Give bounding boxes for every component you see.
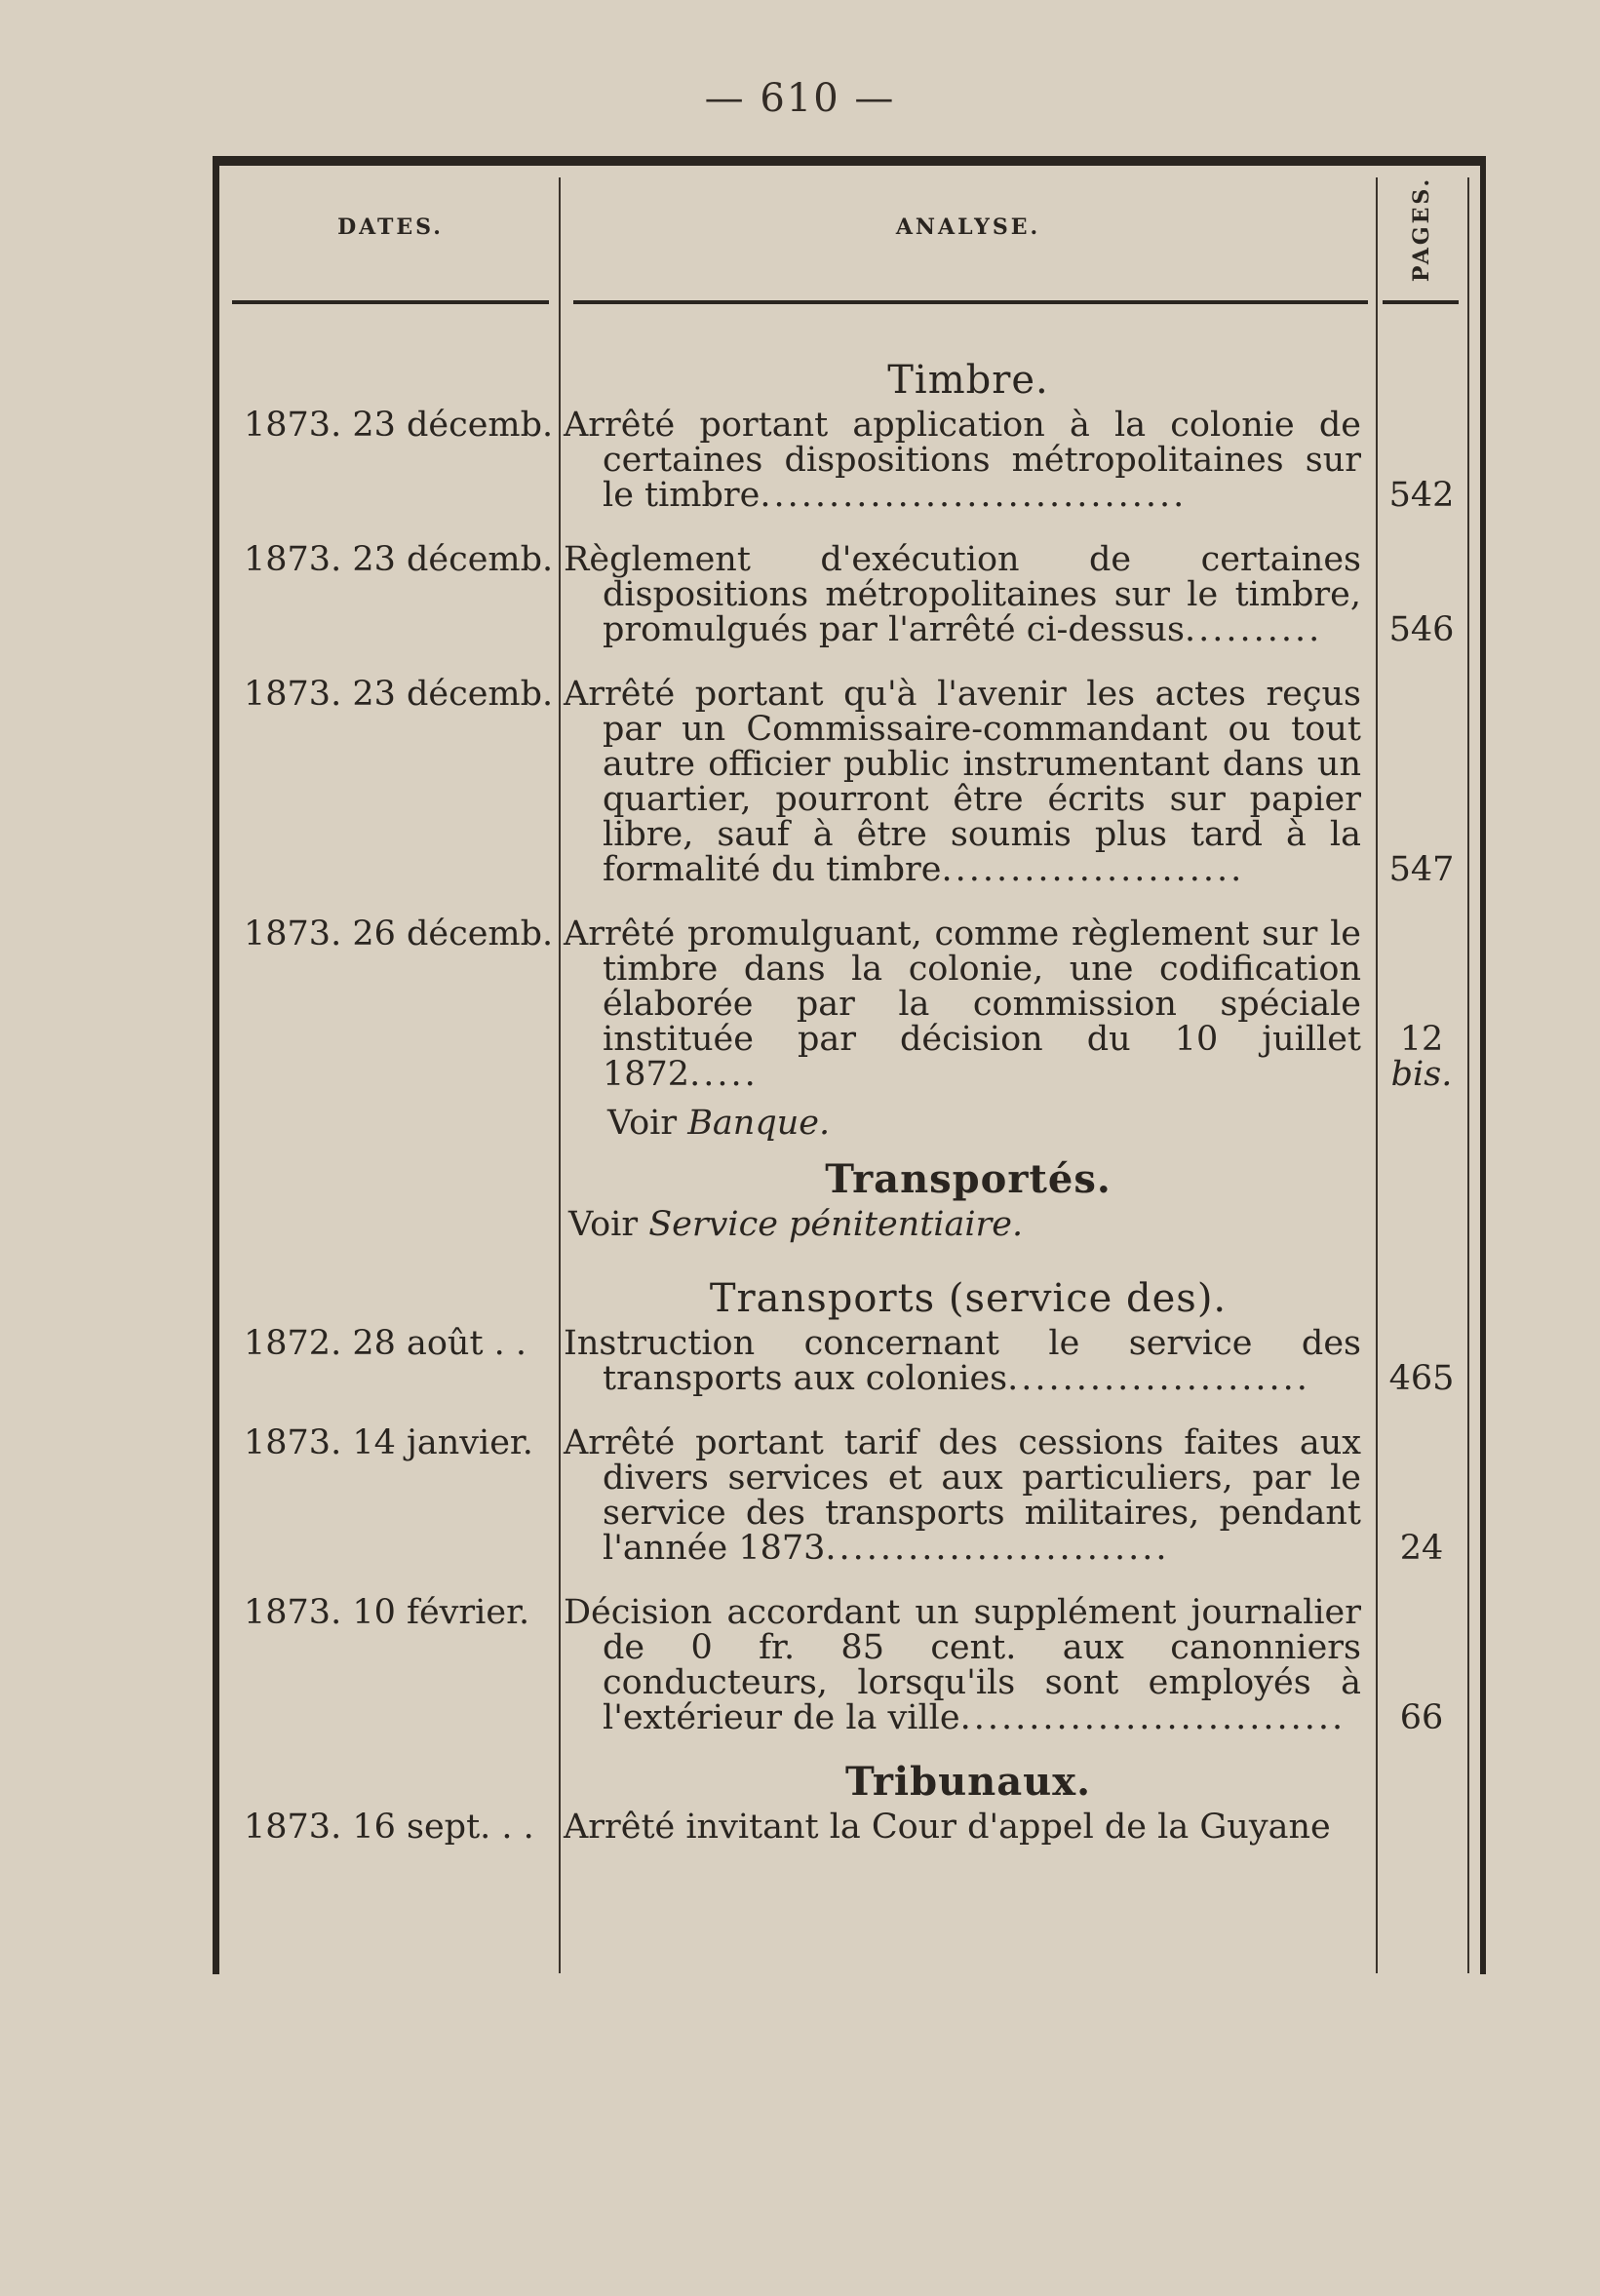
header-rule bbox=[573, 300, 1368, 304]
entry-date: 1873. 14 janvier. bbox=[244, 1423, 533, 1462]
table-row bbox=[213, 1595, 1486, 1735]
table-row bbox=[213, 1326, 1486, 1396]
entry-analysis bbox=[564, 1326, 1361, 1396]
entry-date: 1873. 23 décemb. bbox=[244, 406, 554, 445]
entry-analysis bbox=[564, 542, 1361, 647]
header-pages-label: PAGES. bbox=[1409, 175, 1434, 283]
entry-date: 1873. 23 décemb. bbox=[244, 540, 554, 579]
dot-leader: ............................ bbox=[959, 1698, 1346, 1737]
top-rule bbox=[213, 156, 1486, 166]
dot-leader: ...................... bbox=[941, 850, 1245, 889]
entry-text: Règlement d'exécution de certaines dispositions métropolitaines sur le timbre, promulgués par l'arrêté ci-dessus bbox=[564, 540, 1361, 649]
entry-text: Arrêté promulguant, comme règlement sur le timbre dans la colonie, une codification élaborée par la commission spéciale instituée par décision du 10 juillet 1872 bbox=[564, 915, 1361, 1094]
section-title: Transportés. bbox=[825, 1156, 1112, 1202]
see-reference: Banque. bbox=[687, 1104, 831, 1143]
entry-date: 1873. 10 février. bbox=[244, 1593, 530, 1632]
entry-page: 66 bbox=[1399, 1698, 1444, 1737]
entry-text: Arrêté portant qu'à l'avenir les actes reçus par un Commissaire-commandant ou tout autre officier public instrumentant dans un quartier, pourront être écrits sur papier libre, sauf à être soumis plus tard à la formalité du timbre bbox=[564, 675, 1361, 889]
entry-page: 546 bbox=[1388, 610, 1455, 649]
entry-page: 547 bbox=[1388, 850, 1455, 889]
entry-page: 542 bbox=[1388, 476, 1455, 515]
header-pages bbox=[1383, 175, 1461, 283]
table-row bbox=[213, 542, 1486, 647]
header-rule bbox=[1383, 300, 1459, 304]
see-reference: Service pénitentiaire. bbox=[648, 1205, 1024, 1244]
dot-leader: ..... bbox=[689, 1055, 759, 1094]
table-row bbox=[213, 677, 1486, 887]
entry-page: 24 bbox=[1399, 1529, 1444, 1568]
entry-page-number: 12 bbox=[1399, 1020, 1444, 1059]
table-row bbox=[213, 916, 1486, 1092]
dot-leader: .......... bbox=[1184, 610, 1323, 649]
header-dates: DATES. bbox=[337, 214, 444, 240]
entry-page: 465 bbox=[1388, 1359, 1455, 1398]
header-rule bbox=[232, 300, 549, 304]
entry-date: 1873. 16 sept. . . bbox=[244, 1808, 534, 1847]
entry-text: Instruction concernant le service des transports aux colonies bbox=[564, 1324, 1361, 1398]
entry-date: 1872. 28 août . . bbox=[244, 1324, 527, 1363]
entry-page-suffix: bis. bbox=[1390, 1055, 1453, 1094]
entry-analysis bbox=[564, 677, 1361, 887]
see-also bbox=[568, 1106, 1368, 1141]
dot-leader: ...................... bbox=[1007, 1359, 1310, 1398]
entry-date: 1873. 26 décemb. bbox=[244, 915, 554, 953]
entry-text: Arrêté invitant la Cour d'appel de la Guyane bbox=[564, 1808, 1331, 1847]
header-analyse: ANALYSE. bbox=[895, 214, 1041, 240]
section-title: Tribunaux. bbox=[844, 1759, 1092, 1805]
table-body bbox=[213, 351, 1486, 1874]
entry-analysis bbox=[564, 408, 1361, 513]
entry-page bbox=[1383, 1022, 1461, 1092]
dot-leader: ............................... bbox=[760, 476, 1188, 515]
entry-text: Arrêté portant tarif des cessions faites aux divers services et aux particuliers, par le service des transports militaires, pendant l'année 1873 bbox=[564, 1423, 1361, 1568]
table-row bbox=[213, 1810, 1486, 1845]
see-prefix: Voir bbox=[607, 1104, 678, 1143]
index-table bbox=[213, 156, 1486, 1974]
dot-leader: ......................... bbox=[825, 1529, 1170, 1568]
table-row bbox=[213, 1425, 1486, 1566]
page-number: — 610 — bbox=[704, 76, 896, 121]
section-title: Transports (service des). bbox=[709, 1276, 1228, 1321]
entry-analysis bbox=[564, 916, 1361, 1092]
entry-analysis bbox=[564, 1810, 1361, 1845]
see-also bbox=[568, 1207, 1368, 1242]
table-row bbox=[213, 408, 1486, 513]
entry-text: Arrêté portant application à la colonie de certaines dispositions métropolitaines sur le timbre bbox=[564, 406, 1361, 515]
entry-analysis bbox=[564, 1425, 1361, 1566]
entry-date: 1873. 23 décemb. bbox=[244, 675, 554, 714]
entry-text: Décision accordant un supplément journalier de 0 fr. 85 cent. aux canonniers conducteurs, lorsqu'ils sont employés à l'extérieur de la ville bbox=[564, 1593, 1361, 1737]
see-prefix: Voir bbox=[568, 1205, 639, 1244]
entry-analysis bbox=[564, 1595, 1361, 1735]
section-title: Timbre. bbox=[887, 358, 1049, 403]
